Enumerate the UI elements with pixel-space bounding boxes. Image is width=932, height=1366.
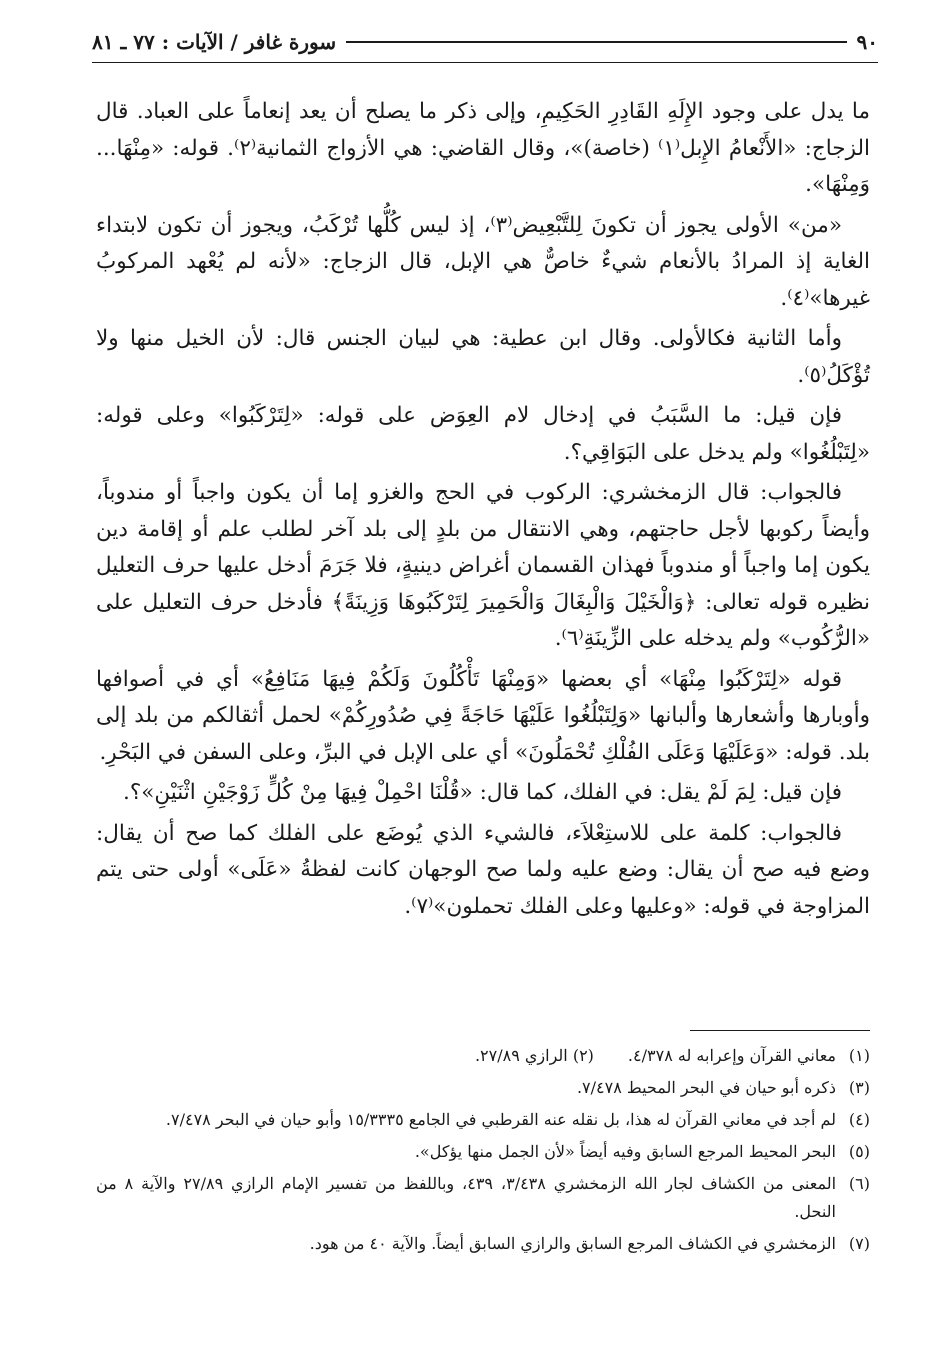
footnote-text: المعنى من الكشاف لجار الله الزمخشري ٣/٤٣٨، ٤٣٩، وباللفظ من تفسير الإمام الرازي ٢٧/٨٩ والآية ٨ من النحل. [96,1174,837,1221]
footnote [96,1170,870,1226]
paragraph: قوله «لِتَرْكَبُوا مِنْهَا» أي بعضها «وَمِنْهَا تَأْكُلُونَ وَلَكُمْ فِيهَا مَنَافِعُ» أي في أصوافها وأوبارها وأشعارها وألبانها «وَلِتَبْلُغُوا عَلَيْهَا حَاجَةً فِي صُدُورِكُمْ» لحمل أثقالكم من بلد إلى بلد. قوله: «وَعَلَيْهَا وَعَلَى الفُلْكِ تُحْمَلُونَ» أي على الإبل في البرِّ، وعلى السفن في البَحْرِ. [96,666,870,765]
footnote-text-2: (٢) الرازي ٢٧/٨٩. [474,1046,594,1065]
footnote-number: (١) [848,1046,870,1065]
footnote [96,1074,870,1102]
footnote-text: البحر المحيط المرجع السابق وفيه أيضاً «لأن الجمل منها يؤكل». [414,1142,836,1161]
footnote [96,1042,870,1070]
page-header [92,28,878,56]
paragraph: فالجواب: كلمة على للاستِعْلاَء، فالشيء الذي يُوضَع على الفلك كما صح أن يقال: وضع فيه صح أن يقال: وضع عليه ولما صح الوجهان كانت لفظةُ «عَلَى» أولى حتى يتم المزاوجة في قوله: «وعليها وعلى الفلك تحملون»⁽٧⁾. [96,820,870,919]
footnote-number: (٥) [848,1142,870,1161]
footnote-number: (٣) [848,1078,870,1097]
header-rule [346,41,846,43]
paragraph: «من» الأولى يجوز أن تكونَ لِلتَّبْعِيض⁽٣⁾، إذ ليس كُلُّها تُرْكَبُ، ويجوز أن تكون لابتداء الغاية إذ المرادُ بالأنعام شيءٌ خاصٌّ هي الإبل، قال الزجاج: «لأنه لم يُعْهد المركوبُ غيرها»⁽٤⁾. [96,212,870,311]
paragraph: فإن قيل: لِمَ لَمْ يقل: في الفلك، كما قال: «قُلْنَا احْمِلْ فِيهَا مِنْ كُلٍّ زَوْجَيْنِ اثْنَيْنِ»؟. [122,780,842,805]
main-text [96,94,870,929]
paragraph: فإن قيل: ما السَّبَبُ في إدخال لام العِوَض على قوله: «لِتَرْكَبُوا» وعلى قوله: «لِتَبْلُغُوا» ولم يدخل على البَوَاقِي؟. [96,403,870,465]
footnote-text: ذكره أبو حيان في البحر المحيط ٧/٤٧٨. [576,1078,836,1097]
footnote-number: (٦) [848,1174,870,1193]
header-divider [92,62,878,63]
page-number: ٩٠ [856,30,878,54]
paragraph: ما يدل على وجود الإِلَهِ القَادِرِ الحَكِيمِ، وإلى ذكر ما يصلح أن يعد إنعاماً على العباد. قال الزجاج: «الأَنْعامُ الإِبل⁽١⁾ (خاصة)»، وقال القاضي: هي الأزواج الثمانية⁽٢⁾. قوله: «مِنْهَا... وَمِنْهَا». [96,99,870,197]
footnotes [96,1042,870,1262]
running-title: سورة غافر / الآيات : ٧٧ ـ ٨١ [92,30,337,54]
footnote [96,1106,870,1134]
footnote-text-1: معاني القرآن وإعرابه له ٤/٣٧٨. [627,1046,836,1065]
footnote-text: لم أجد في معاني القرآن له هذا، بل نقله عنه القرطبي في الجامع ١٥/٣٣٣٥ وأبو حيان في البحر ٧/٤٧٨. [165,1110,836,1129]
footnote-separator [690,1030,870,1031]
paragraph: وأما الثانية فكالأولى. وقال ابن عطية: هي لبيان الجنس قال: لأن الخيل منها ولا تُؤْكَلُ⁽٥⁾. [96,326,870,388]
footnote-text [96,1042,836,1070]
footnote-text: الزمخشري في الكشاف المرجع السابق والرازي السابق أيضاً. والآية ٤٠ من هود. [309,1234,836,1253]
footnote-number: (٧) [848,1234,870,1253]
paragraph: فالجواب: قال الزمخشري: الركوب في الحج والغزو إما أن يكون واجباً أو مندوباً، وأيضاً ركوبها لأجل حاجتهم، وهي الانتقال من بلدٍ إلى بلد آخر لطلب علم أو إقامة دين يكون إما واجباً أو مندوباً فهذان القسمان أغراض دينيةٍ، فلا جَرَمَ أدخل عليها حرف التعليل نظيره قوله تعالى: ﴿وَالْخَيْلَ وَالْبِغَالَ وَالْحَمِيرَ لِتَرْكَبُوهَا وَزِينَةً﴾ فأدخل حرف التعليل على «الرُّكُوب» ولم يدخله على الزِّينَةِ⁽٦⁾. [96,480,870,651]
footnote [96,1230,870,1258]
footnote-number: (٤) [848,1110,870,1129]
footnote [96,1138,870,1166]
